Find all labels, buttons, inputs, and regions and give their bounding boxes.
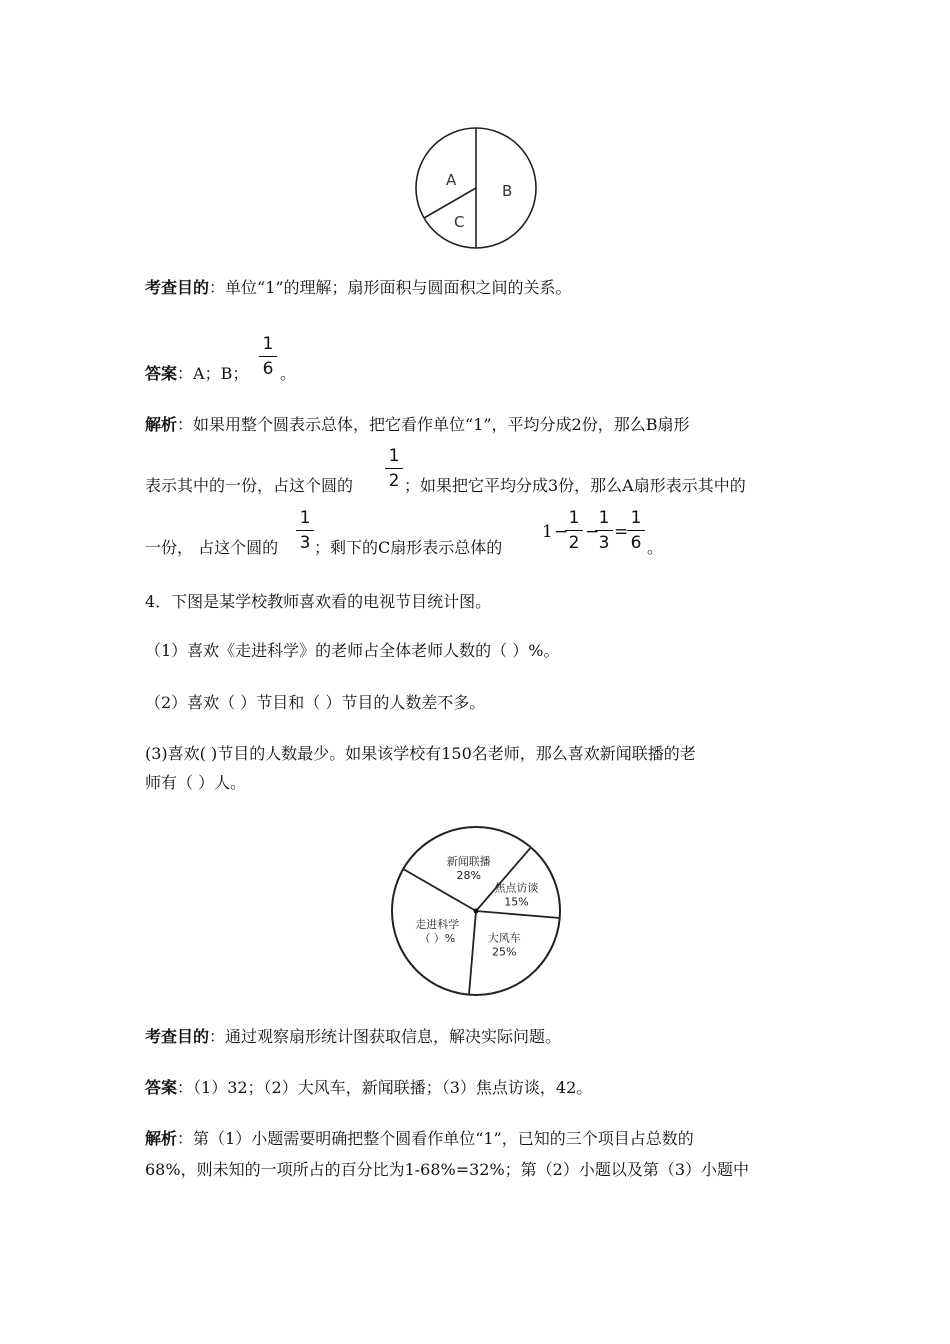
q3-answer-end: 。 [280,364,297,383]
pie-slice-value: 15% [504,895,529,909]
eq-frac-half [565,508,583,553]
pie-slice-label: 大风车 [487,931,521,945]
label-b: B [502,182,513,200]
frac-num: 1 [630,508,642,528]
frac-den: 2 [388,471,400,491]
q3-analysis-label: 解析 [145,415,178,434]
frac-num: 1 [598,508,610,528]
label-c: C [454,213,465,231]
eq-minus1: − [554,522,569,542]
q3-purpose-text: ：单位“1”的理解；扇形面积与圆面积之间的关系。 [209,278,572,297]
frac-num: 1 [568,508,580,528]
q3-answer-frac-den: 6 [262,359,274,379]
q4-answer-label: 答案 [145,1078,178,1097]
sector-figure [412,125,542,251]
q3-answer-label: 答案 [145,364,178,383]
q3-purpose [145,278,572,298]
q3-analysis-line1 [145,415,690,435]
pie-slice-label: 走进科学 [415,918,460,932]
q3-answer-fraction [259,334,277,379]
q3-analysis-line2b: ；如果把它平均分成3份，那么A扇形表示其中的 [404,476,746,495]
fraction-bar [385,468,403,469]
q4-title: 4．下图是某学校教师喜欢看的电视节目统计图。 [145,592,492,611]
q4-answer-text: ：（1）32；（2）大风车，新闻联播；（3）焦点访谈，42。 [177,1078,593,1097]
figure-radius [424,188,476,218]
q4-sub2: （2）喜欢（ ）节目和（ ）节目的人数差不多。 [145,693,486,712]
fraction-bar [296,530,314,531]
pie-slice-label: 焦点访谈 [494,881,539,895]
q4-sub3-line2: 师有（ ）人。 [145,773,247,792]
q3-analysis-fraction1 [385,446,403,491]
frac-den: 2 [568,533,580,553]
q4-answer [145,1078,592,1098]
q3-analysis-line3b: ；剩下的C扇形表示总体的 [314,538,503,557]
eq-one: 1 [542,522,553,542]
q4-purpose-label: 考查目的 [145,1027,210,1046]
frac-num: 1 [388,446,400,466]
tv-program-pie-chart [388,825,564,1001]
q4-purpose-text: ：通过观察扇形统计图获取信息，解决实际问题。 [209,1027,562,1046]
pie-slice-value: （ ）% [419,932,456,946]
fraction-bar [595,530,613,531]
q3-analysis-line3a: 一份， 占这个圆的 [145,538,279,557]
q3-analysis-fraction2 [296,508,314,553]
frac-den: 3 [598,533,610,553]
q4-sub3-line1: (3)喜欢( )节目的人数最少。如果该学校有150名老师，那么喜欢新闻联播的老 [145,744,696,763]
label-a: A [446,171,457,189]
fraction-bar [259,356,277,357]
q3-analysis-end: 。 [647,538,664,557]
q4-analysis-text1: ：第（1）小题需要明确把整个圆看作单位“1”，已知的三个项目占总数的 [177,1129,694,1148]
pie-slice-value: 25% [491,945,517,959]
pie-center-dot [474,909,479,914]
fraction-bar [627,530,645,531]
q3-analysis-line2a: 表示其中的一份，占这个圆的 [145,476,354,495]
fraction-bar [565,530,583,531]
eq-frac-third [595,508,613,553]
q4-sub1: （1）喜欢《走进科学》的老师占全体老师人数的（ ）%。 [145,641,560,660]
q4-purpose [145,1027,561,1047]
pie-slice-label: 新闻联播 [446,854,491,868]
frac-den: 6 [630,533,642,553]
eq-equals: = [614,522,629,542]
eq-minus2: − [585,522,600,542]
q3-answer-text: ：A；B； [177,364,249,383]
frac-den: 3 [299,533,311,553]
eq-frac-sixth [627,508,645,553]
q3-answer-frac-num: 1 [262,334,274,354]
frac-num: 1 [299,508,311,528]
q3-analysis-text1: ：如果用整个圆表示总体，把它看作单位“1”，平均分成2份，那么B扇形 [177,415,690,434]
q3-purpose-label: 考查目的 [145,278,210,297]
pie-slice-value: 28% [456,868,481,882]
q4-analysis-line2: 68%，则未知的一项所占的百分比为1-68%=32%；第（2）小题以及第（3）小题中 [145,1160,750,1179]
q4-analysis-line1 [145,1129,694,1149]
q4-analysis-label: 解析 [145,1129,178,1148]
q3-answer [145,364,248,384]
